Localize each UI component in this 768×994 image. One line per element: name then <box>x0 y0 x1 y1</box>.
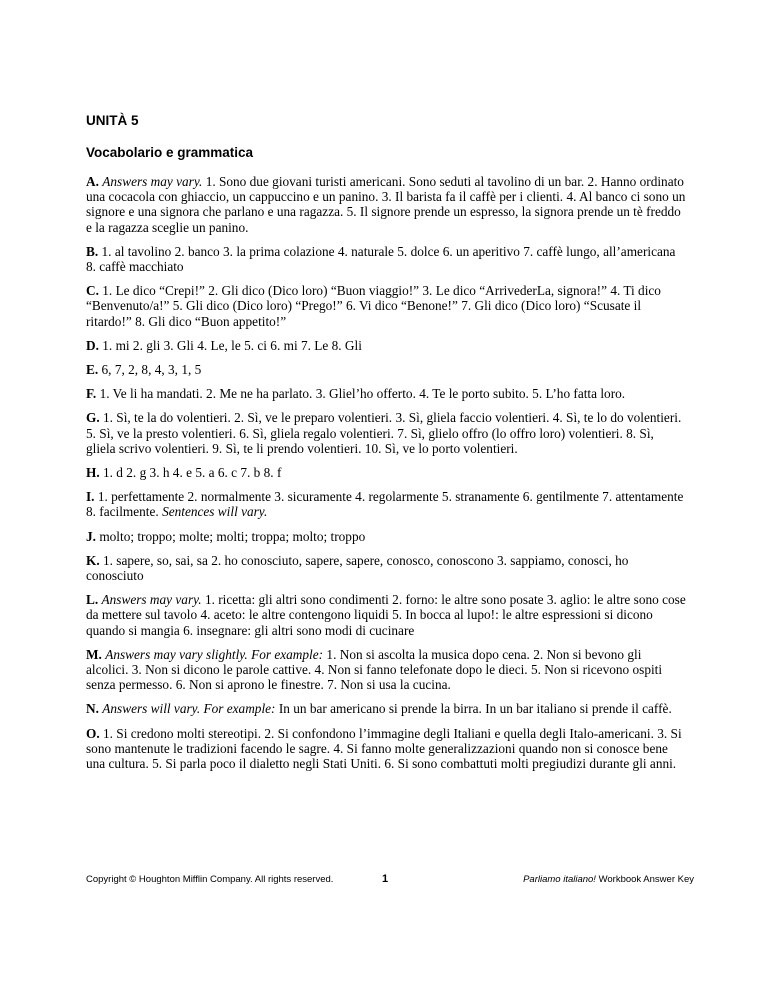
exercise-list <box>86 174 686 780</box>
exercise-letter: A. <box>86 174 99 189</box>
exercise-note: Answers will vary. For example: <box>102 701 276 717</box>
exercise-letter: J. <box>86 528 96 544</box>
exercise-letter: G. <box>86 410 100 426</box>
exercise-answers: 1. Sono due giovani turisti americani. Sono seduti al tavolino di un bar. 2. Hanno ordinato una cocacola con ghiaccio, un cappuccino e un panino. 3. Il barista fa il caffè per i clienti. 4. Al banco ci sono un signore e una signora che parlano e una ragazza. 5. Il signore prende un espresso, la signora prende un tè freddo e la ragazza sceglie un panino. <box>86 174 686 235</box>
exercise-note: Answers may vary. <box>102 174 203 189</box>
exercise-paragraph <box>86 338 686 353</box>
exercise-letter: L. <box>86 592 99 608</box>
book-title-italic: Parliamo italiano! <box>523 874 596 885</box>
exercise-letter: B. <box>86 243 99 259</box>
exercise-answers: 1. sapere, so, sai, sa 2. ho conosciuto, sapere, sapere, conosco, conoscono 3. sappiamo, conosci, ho conosciuto <box>86 552 629 584</box>
exercise-answers: 1. ricetta: gli altri sono condimenti 2. forno: le altre sono posate 3. aglio: le altre sono cose da mettere sul tavolo 4. aceto: le altre contengono liquidi 5. In bocca al lupo!: le altre espressioni si dicono quando si mangia 6. insegnare: gli altri sono modi di cucinare <box>86 592 686 638</box>
exercise-letter: F. <box>86 386 97 402</box>
book-title-suffix: Workbook Answer Key <box>595 874 694 885</box>
exercise-paragraph <box>86 244 686 274</box>
exercise-paragraph <box>86 489 686 519</box>
exercise-paragraph <box>86 529 686 544</box>
exercise-letter: H. <box>86 465 100 481</box>
exercise-letter: E. <box>86 362 99 378</box>
exercise-answers: 1. Non si ascolta la musica dopo cena. 2. Non si bevono gli alcolici. 3. Non si dicono le parole cattive. 4. Non si fanno telefonate dopo le dieci. 5. Non si ricevono ospiti senza permesso. 6. Non si aprono le finestre. 7. Non si usa la cucina. <box>86 646 663 693</box>
copyright-notice: Copyright © Houghton Mifflin Company. All rights reserved. <box>86 874 334 885</box>
exercise-paragraph <box>86 283 686 329</box>
exercise-paragraph <box>86 465 686 480</box>
exercise-paragraph <box>86 701 686 716</box>
exercise-paragraph <box>86 592 686 638</box>
exercise-letter: I. <box>86 489 95 505</box>
exercise-answers: In un bar americano si prende la birra. In un bar italiano si prende il caffè. <box>278 701 672 717</box>
page-number: 1 <box>382 873 389 885</box>
exercise-note-trailing: Sentences will vary. <box>162 504 268 520</box>
exercise-note: Answers may vary. <box>101 592 202 608</box>
exercise-letter: M. <box>86 646 102 662</box>
exercise-answers: 1. d 2. g 3. h 4. e 5. a 6. c 7. b 8. f <box>103 465 282 481</box>
exercise-answers: 1. Si credono molti stereotipi. 2. Si confondono l’immagine degli Italiani e quella degli Italo-americani. 3. Si sono mantenute le tradizioni facendo le sagre. 4. Si fanno molte generalizzazioni quando non si conosce bene una cultura. 5. Si parla poco il dialetto negli Stati Uniti. 6. Si sono combattuti molti pregiudizi durante gli anni. <box>86 725 682 772</box>
exercise-answers: 1. mi 2. gli 3. Gli 4. Le, le 5. ci 6. mi 7. Le 8. Gli <box>102 337 362 353</box>
exercise-paragraph <box>86 174 686 235</box>
exercise-letter: C. <box>86 283 99 299</box>
exercise-answers: 1. Le dico “Crepi!” 2. Gli dico (Dico loro) “Buon viaggio!” 3. Le dico “ArrivederLa, signora!” 4. Ti dico “Benvenuto/a!” 5. Gli dico (Dico loro) “Prego!” 6. Vi dico “Benone!” 7. Gli dico (Dico loro) “Scusate il ritardo!” 8. Gli dico “Buon appetito!” <box>86 283 661 329</box>
exercise-paragraph <box>86 726 686 772</box>
book-title <box>523 874 694 885</box>
exercise-letter: N. <box>86 701 99 717</box>
exercise-answers: 1. Ve li ha mandati. 2. Me ne ha parlato. 3. Gliel’ho offerto. 4. Te le porto subito. 5. L’ho fatta loro. <box>99 386 626 402</box>
exercise-answers: 6, 7, 2, 8, 4, 3, 1, 5 <box>101 362 202 378</box>
exercise-note: Answers may vary slightly. For example: <box>105 646 324 662</box>
section-title: Vocabolario e grammatica <box>86 145 254 160</box>
exercise-answers: 1. Sì, te la do volentieri. 2. Sì, ve le preparo volentieri. 3. Sì, gliela faccio volentieri. 4. Sì, te lo do volentieri. 5. Sì, ve la presto volentieri. 6. Sì, gliela regalo volentieri. 7. Sì, glielo offro (lo offro loro) volentieri. 8. Sì, gliela scrivo volentieri. 9. Sì, te li prendo volentieri. 10. Sì, ve lo porto volentieri. <box>86 410 682 456</box>
exercise-answers: 1. al tavolino 2. banco 3. la prima colazione 4. naturale 5. dolce 6. un aperitivo 7. caffè lungo, all’americana 8. caffè macchiato <box>86 243 676 275</box>
exercise-answers: 1. perfettamente 2. normalmente 3. sicuramente 4. regolarmente 5. stranamente 6. gentilmente 7. attentamente 8. facilmente. <box>86 489 684 520</box>
exercise-letter: K. <box>86 552 100 568</box>
exercise-paragraph <box>86 553 686 583</box>
exercise-letter: D. <box>86 337 99 353</box>
exercise-answers: molto; troppo; molte; molti; troppa; molto; troppo <box>99 528 366 544</box>
exercise-paragraph <box>86 386 686 401</box>
exercise-paragraph <box>86 647 686 693</box>
exercise-letter: O. <box>86 725 100 741</box>
unit-title: UNITÀ 5 <box>86 113 139 128</box>
exercise-paragraph <box>86 362 686 377</box>
exercise-paragraph <box>86 410 686 456</box>
